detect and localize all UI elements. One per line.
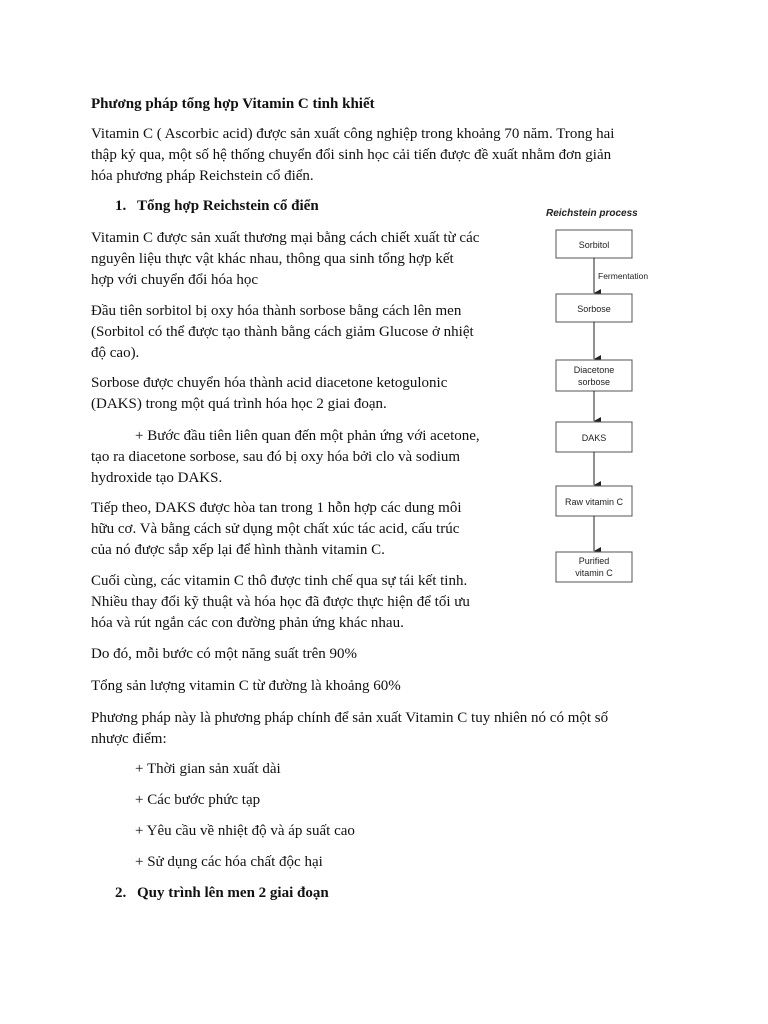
p9-line-2: nhược điểm: xyxy=(91,731,167,747)
flow-label-purified: Purified xyxy=(578,556,610,566)
flow-label-vitamin-c: vitamin C xyxy=(575,568,613,578)
p1-line-1: Vitamin C được sản xuất thương mại bằng cách chiết xuất từ các xyxy=(91,230,480,246)
p3-line-2: (DAKS) trong một quá trình hóa học 2 giai đoạn. xyxy=(91,396,387,412)
section-1-heading: Tổng hợp Reichstein cổ điển xyxy=(137,198,319,214)
flow-label-diacetone: Diacetone xyxy=(573,365,615,375)
p5-line-1: Tiếp theo, DAKS được hòa tan trong 1 hỗn hợp các dung môi xyxy=(91,500,462,516)
p2-line-2: (Sorbitol có thể được tạo thành bằng cách giảm Glucose ở nhiệt xyxy=(91,324,474,340)
section-1-number: 1. xyxy=(115,198,127,214)
p1-line-3: hợp với chuyển đổi hóa học xyxy=(91,272,259,288)
section-2-heading: Quy trình lên men 2 giai đoạn xyxy=(137,885,329,901)
flow-label-sorbitol: Sorbitol xyxy=(578,240,610,250)
p9-line-1: Phương pháp này là phương pháp chính để sản xuất Vitamin C tuy nhiên nó có một số xyxy=(91,710,609,726)
drawback-item: + Các bước phức tạp xyxy=(135,792,261,808)
p1-line-2: nguyên liệu thực vật khác nhau, thông qua sinh tổng hợp kết xyxy=(91,251,454,267)
intro-line-3: hóa phương pháp Reichstein cổ điển. xyxy=(91,168,314,184)
drawback-item: + Sử dụng các hóa chất độc hại xyxy=(135,854,323,870)
section-2-number: 2. xyxy=(115,885,127,901)
fermentation-label: Fermentation xyxy=(598,271,649,281)
drawback-item: + Yêu cầu về nhiệt độ và áp suất cao xyxy=(135,823,355,839)
p6-line-1: Cuối cùng, các vitamin C thô được tinh chế qua sự tái kết tinh. xyxy=(91,573,468,589)
p3-line-1: Sorbose được chuyển hóa thành acid diacetone ketogulonic xyxy=(91,375,448,391)
intro-line-1: Vitamin C ( Ascorbic acid) được sản xuất công nghiệp trong khoảng 70 năm. Trong hai xyxy=(91,126,615,142)
reichstein-process-diagram xyxy=(540,200,670,600)
p4-line-2: tạo ra diacetone sorbose, sau đó bị oxy hóa bởi clo và sodium xyxy=(91,449,461,465)
p8: Tổng sản lượng vitamin C từ đường là khoảng 60% xyxy=(91,678,401,694)
diagram-title: Reichstein process xyxy=(546,208,638,219)
p6-line-3: hóa và rút ngắn các con đường phản ứng khác nhau. xyxy=(91,615,404,631)
flow-label-sorbose: Sorbose xyxy=(577,304,611,314)
p4-line-1: + Bước đầu tiên liên quan đến một phản ứng với acetone, xyxy=(135,428,480,444)
p7: Do đó, mỗi bước có một năng suất trên 90% xyxy=(91,646,358,662)
p5-line-3: của nó được sắp xếp lại để hình thành vitamin C. xyxy=(91,542,385,558)
drawback-item: + Thời gian sản xuất dài xyxy=(135,761,281,777)
p4-line-3: hydroxide tạo DAKS. xyxy=(91,470,223,486)
page-title: Phương pháp tổng hợp Vitamin C tinh khiết xyxy=(91,96,375,112)
p5-line-2: hữu cơ. Và bằng cách sử dụng một chất xúc tác acid, cấu trúc xyxy=(91,521,460,537)
p2-line-1: Đầu tiên sorbitol bị oxy hóa thành sorbose bằng cách lên men xyxy=(91,303,462,319)
flow-label-sorbose-2: sorbose xyxy=(577,377,611,387)
p2-line-3: độ cao). xyxy=(91,345,140,361)
intro-line-2: thập kỷ qua, một số hệ thống chuyển đổi sinh học cải tiến được đề xuất nhằm đơn giản xyxy=(91,147,612,163)
flow-label-raw-vitamin-c: Raw vitamin C xyxy=(564,497,624,507)
p6-line-2: Nhiều thay đổi kỹ thuật và hóa học đã được thực hiện để tối ưu xyxy=(91,594,470,610)
flow-label-daks: DAKS xyxy=(581,433,607,443)
